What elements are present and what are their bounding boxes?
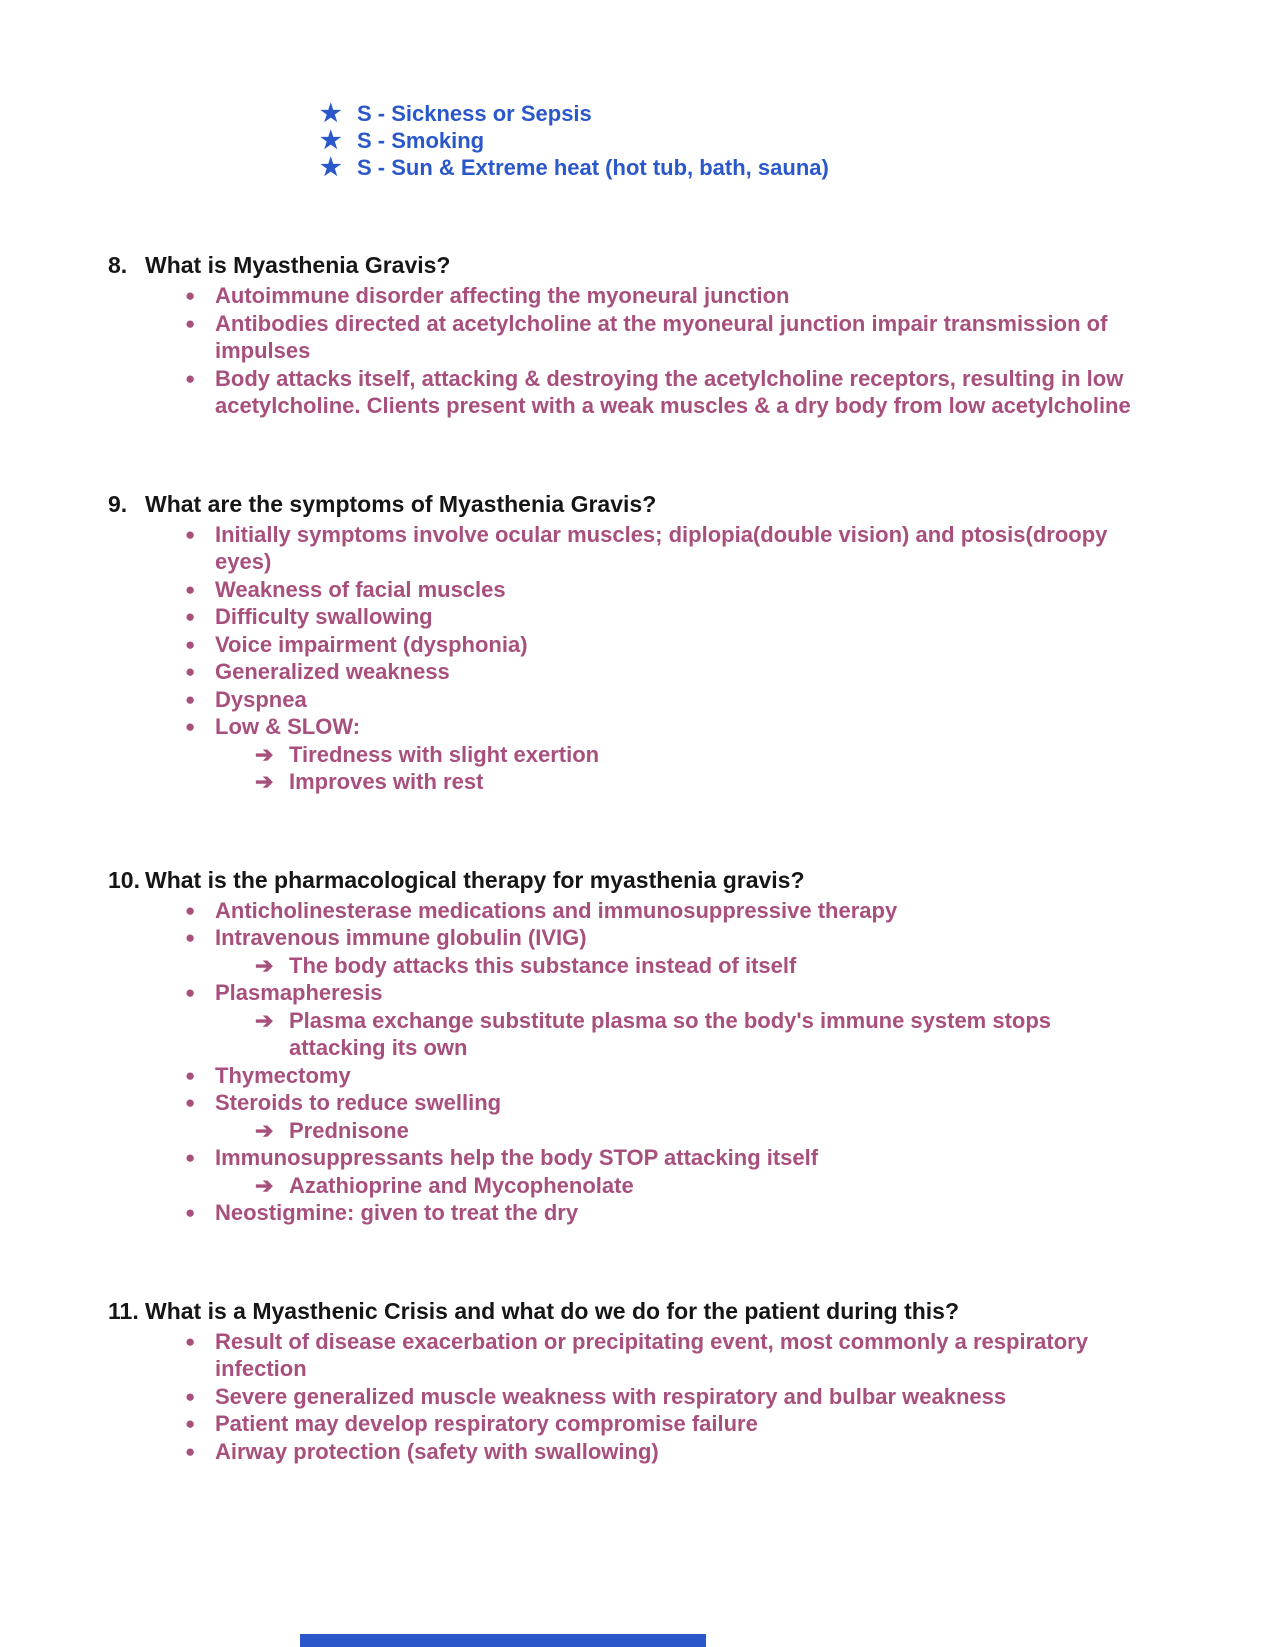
star-item	[320, 127, 1144, 154]
answer-text: Weakness of facial muscles	[215, 576, 506, 602]
answer-item	[185, 603, 1144, 631]
answer-item	[185, 1410, 1144, 1438]
answer-item	[185, 1199, 1144, 1227]
answer-list	[185, 1328, 1144, 1466]
bullet-icon: ●	[185, 634, 196, 654]
question-title: What is a Myasthenic Crisis and what do we do for the patient during this?	[145, 1297, 960, 1324]
answer-item	[185, 686, 1144, 714]
answer-item	[185, 1383, 1144, 1411]
bullet-icon: ●	[185, 524, 196, 544]
arrow-icon: ➔	[255, 1117, 274, 1143]
bullet-icon: ●	[185, 928, 196, 947]
question-title: What are the symptoms of Myasthenia Gravis?	[145, 490, 657, 517]
answer-list	[185, 897, 1144, 1227]
bullet-icon: ●	[185, 1441, 196, 1461]
arrow-icon: ➔	[255, 952, 274, 978]
bullet-icon: ●	[185, 717, 196, 736]
answer-text: Dyspnea	[215, 686, 307, 712]
bullet-icon: ●	[185, 689, 196, 709]
star-item	[320, 154, 1144, 181]
star-item	[320, 100, 1144, 127]
question-number: 10.	[108, 866, 140, 893]
answer-item	[185, 713, 1144, 741]
answer-item	[185, 576, 1144, 604]
sub-answer-list	[255, 1007, 1144, 1062]
answer-item	[185, 1438, 1144, 1466]
answer-item	[185, 924, 1144, 952]
answer-text: Result of disease exacerbation or precipitating event, most commonly a respiratory infection	[215, 1328, 1088, 1381]
answer-item	[185, 365, 1144, 420]
question-section	[108, 490, 1144, 796]
sub-answer-item	[255, 741, 1144, 769]
answer-item	[185, 1144, 1144, 1172]
sub-answer-text: Tiredness with slight exertion	[289, 741, 600, 767]
bullet-icon: ●	[185, 1065, 196, 1085]
answer-text: Initially symptoms involve ocular muscles; diplopia(double vision) and ptosis(droopy eyes)	[215, 521, 1108, 574]
bullet-icon: ●	[185, 313, 196, 333]
sub-answer-item	[255, 952, 1144, 980]
answer-item	[185, 282, 1144, 310]
bullet-icon: ●	[185, 286, 196, 305]
sub-answer-item	[255, 1172, 1144, 1200]
sub-answer-list	[255, 952, 1144, 980]
arrow-icon: ➔	[255, 1172, 274, 1198]
answer-item	[185, 897, 1144, 925]
sub-answer-text: Prednisone	[289, 1117, 409, 1143]
bullet-icon: ●	[185, 900, 196, 920]
bullet-icon: ●	[185, 368, 196, 388]
answer-text: Body attacks itself, attacking & destroying the acetylcholine receptors, resulting in low acetylcholine. Clients present with a weak muscles & a dry body from low acetylcholine	[215, 365, 1131, 418]
answer-text: Airway protection (safety with swallowing)	[215, 1438, 659, 1464]
sub-answer-text: Improves with rest	[289, 769, 484, 794]
answer-text: Difficulty swallowing	[215, 604, 433, 629]
answer-item	[185, 1089, 1144, 1117]
bullet-icon: ●	[185, 1331, 196, 1351]
question-section	[108, 251, 1144, 420]
answer-item	[185, 631, 1144, 659]
answer-text: Thymectomy	[215, 1062, 351, 1088]
bullet-icon: ●	[185, 607, 196, 626]
answer-item	[185, 521, 1144, 576]
bullet-icon: ●	[185, 1093, 196, 1112]
question-number: 9.	[108, 490, 128, 517]
arrow-icon: ➔	[255, 741, 274, 767]
answer-text: Steroids to reduce swelling	[215, 1090, 502, 1115]
star-icon: ★	[320, 100, 342, 127]
star-icon: ★	[320, 127, 342, 154]
bullet-icon: ●	[185, 1414, 196, 1433]
bullet-icon: ●	[185, 579, 196, 599]
question-sections	[108, 251, 1144, 1465]
answer-text: Neostigmine: given to treat the dry	[215, 1200, 579, 1225]
answer-text: Immunosuppressants help the body STOP attacking itself	[215, 1145, 819, 1170]
answer-text: Patient may develop respiratory compromise failure	[215, 1411, 758, 1436]
answer-text: Low & SLOW:	[215, 714, 361, 739]
sub-answer-list	[255, 1117, 1144, 1145]
answer-list	[185, 521, 1144, 796]
answer-text: Voice impairment (dysphonia)	[215, 631, 528, 657]
star-icon: ★	[320, 154, 342, 181]
sub-answer-item	[255, 768, 1144, 796]
answer-text: Generalized weakness	[215, 659, 450, 684]
bullet-icon: ●	[185, 983, 196, 1002]
star-item-text: S - Smoking	[357, 128, 485, 153]
answer-item	[185, 979, 1144, 1007]
question-section	[108, 1297, 1144, 1466]
sub-answer-text: The body attacks this substance instead of itself	[289, 952, 797, 978]
arrow-icon: ➔	[255, 769, 274, 794]
arrow-icon: ➔	[255, 1007, 274, 1033]
answer-item	[185, 1328, 1144, 1383]
bullet-icon: ●	[185, 1203, 196, 1222]
question-number: 11.	[108, 1297, 139, 1324]
question-number: 8.	[108, 252, 128, 278]
cutoff-text-line	[300, 1634, 706, 1647]
answer-text: Anticholinesterase medications and immunosuppressive therapy	[215, 897, 898, 923]
star-list	[320, 100, 1144, 181]
answer-text: Severe generalized muscle weakness with respiratory and bulbar weakness	[215, 1383, 1007, 1409]
bullet-icon: ●	[185, 1148, 196, 1167]
sub-answer-list	[255, 741, 1144, 796]
question-heading	[108, 866, 1144, 895]
answer-list	[185, 282, 1144, 420]
answer-item	[185, 310, 1144, 365]
answer-item	[185, 658, 1144, 686]
answer-text: Autoimmune disorder affecting the myoneural junction	[215, 283, 790, 308]
sub-answer-item	[255, 1007, 1144, 1062]
sub-answer-list	[255, 1172, 1144, 1200]
question-title: What is Myasthenia Gravis?	[145, 252, 451, 278]
question-heading	[108, 490, 1144, 519]
answer-text: Plasmapheresis	[215, 980, 383, 1005]
sub-answer-item	[255, 1117, 1144, 1145]
question-title: What is the pharmacological therapy for myasthenia gravis?	[145, 866, 805, 893]
bullet-icon: ●	[185, 662, 196, 681]
answer-text: Antibodies directed at acetylcholine at the myoneural junction impair transmission of impulses	[215, 310, 1108, 363]
question-section	[108, 866, 1144, 1227]
answer-item	[185, 1062, 1144, 1090]
star-item-text: S - Sickness or Sepsis	[357, 101, 592, 126]
question-heading	[108, 251, 1144, 280]
question-heading	[108, 1297, 1144, 1326]
sub-answer-text: Plasma exchange substitute plasma so the body's immune system stops attacking its own	[289, 1007, 1052, 1060]
bullet-icon: ●	[185, 1386, 196, 1406]
sub-answer-text: Azathioprine and Mycophenolate	[289, 1172, 634, 1198]
star-item-text: S - Sun & Extreme heat (hot tub, bath, sauna)	[357, 155, 829, 180]
answer-text: Intravenous immune globulin (IVIG)	[215, 925, 587, 950]
